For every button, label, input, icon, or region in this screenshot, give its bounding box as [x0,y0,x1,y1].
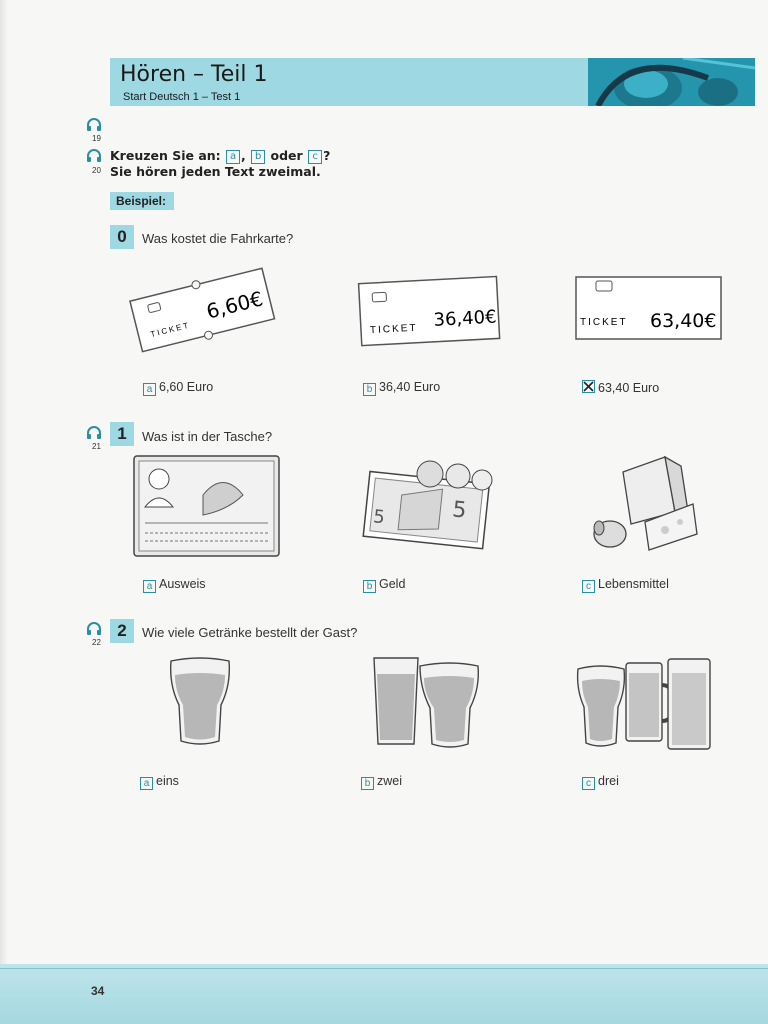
question-number: 1 [110,422,134,446]
audio-track-number: 22 [92,638,101,647]
headphones-icon [86,118,102,132]
instruction-prefix: Kreuzen Sie an: [110,148,221,163]
three-glasses-picture [574,655,716,755]
instruction-separator: , [241,148,246,163]
ticket-word: TICKET [580,317,628,328]
checkbox-a[interactable]: a [143,580,156,593]
page-number: 34 [91,984,105,998]
audio-track-number: 21 [92,442,101,451]
option-label: eins [156,774,179,788]
ticket-picture-a [122,262,282,357]
checkbox-a[interactable]: a [143,383,156,396]
option-label: Lebensmittel [598,577,669,591]
question-number: 2 [110,619,134,643]
instruction-oder: oder [270,148,303,163]
ticket-word: TICKET [149,320,192,340]
footer-band [0,964,768,1024]
letter-box-a: a [226,150,240,164]
groceries-picture [585,452,700,557]
option-label: zwei [377,774,403,788]
checkbox-a[interactable]: a [140,777,153,790]
footer-divider [0,968,768,969]
instruction-line-1 [110,148,330,164]
one-glass-picture [165,655,235,750]
ticket-word: TICKET [369,322,418,337]
checkbox-c[interactable]: c [582,580,595,593]
question-number: 0 [110,225,134,249]
option-b[interactable] [363,380,440,396]
id-card-picture [133,455,280,557]
option-label: Geld [379,577,406,591]
letter-box-b: b [251,150,265,164]
question-text: Wie viele Getränke bestellt der Gast? [142,625,358,640]
letter-box-c: c [308,150,322,164]
checkbox-b[interactable]: b [363,580,376,593]
question-text: Was kostet die Fahrkarte? [142,231,294,246]
option-a[interactable] [143,380,213,396]
example-label: Beispiel: [110,192,174,210]
svg-text:5: 5 [372,506,386,529]
ticket-price: 6,60€ [203,286,266,324]
option-c[interactable] [582,577,669,593]
two-glasses-picture [370,652,485,752]
instruction-end: ? [323,148,331,163]
ticket-picture-c [572,265,727,355]
cross-mark-icon [583,381,594,392]
headphones-photo [588,58,755,106]
checkbox-b[interactable]: b [363,383,376,396]
ticket-price: 36,40€ [433,306,498,331]
option-label: 36,40 Euro [379,380,441,394]
page-subtitle: Start Deutsch 1 – Test 1 [123,91,241,103]
headphones-icon [86,622,102,636]
option-label: drei [598,774,619,788]
option-label: 6,60 Euro [159,380,214,394]
option-c[interactable] [582,774,619,790]
checkbox-b[interactable]: b [361,777,374,790]
checkbox-c[interactable]: c [582,777,595,790]
option-a[interactable] [143,577,206,593]
ticket-picture-b [355,262,505,357]
option-a[interactable] [140,774,179,790]
page-title: Hören – Teil 1 [120,62,268,87]
option-b[interactable] [363,577,405,593]
svg-text:5: 5 [451,497,468,524]
headphones-icon [86,149,102,163]
checkbox-c-checked[interactable] [582,380,595,393]
option-label: Ausweis [159,577,206,591]
question-text: Was ist in der Tasche? [142,429,273,444]
headphones-icon [86,426,102,440]
option-c[interactable] [582,380,659,395]
instruction-line-2: Sie hören jeden Text zweimal. [110,164,321,179]
audio-track-number: 20 [92,166,101,175]
audio-track-number: 19 [92,134,101,143]
option-b[interactable] [361,774,402,790]
option-label: 63,40 Euro [598,381,660,395]
page-fold-shadow [0,0,8,1024]
ticket-price: 63,40€ [650,310,717,332]
money-picture [360,458,505,553]
